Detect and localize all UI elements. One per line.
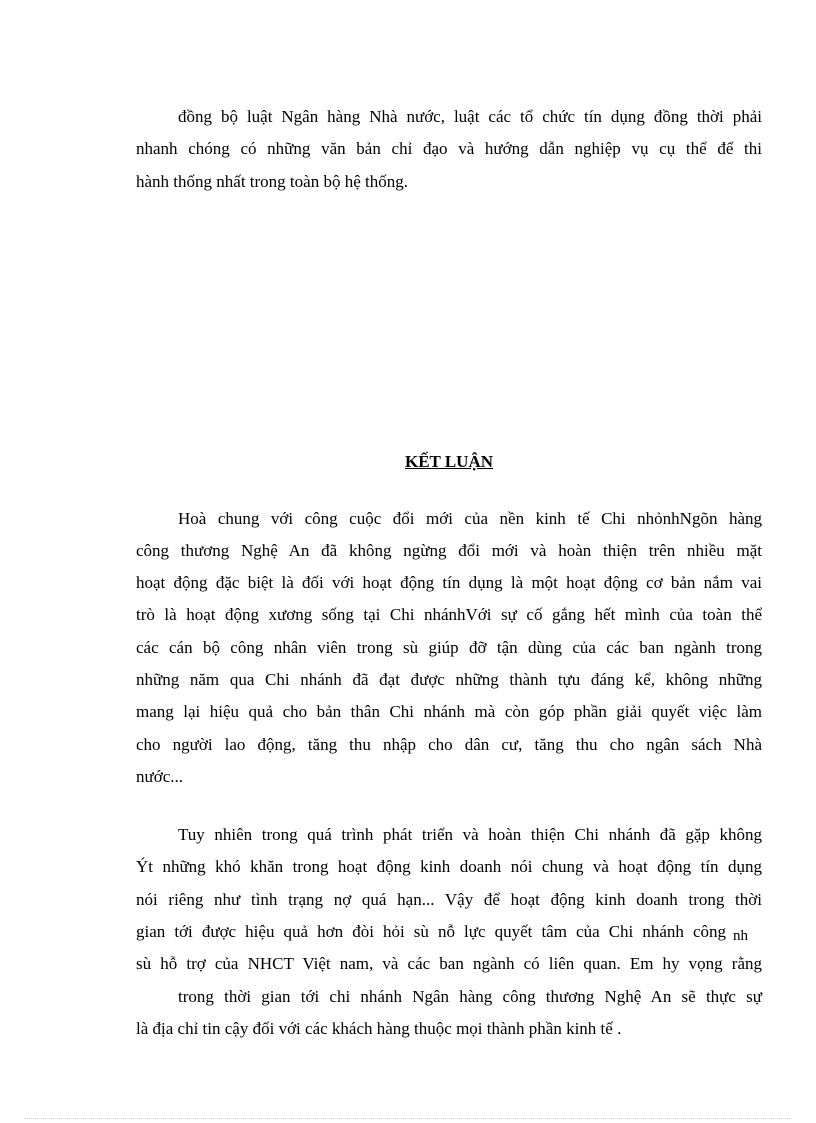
text-line: trò là hoạt động xương sống tại Chi nhánhVới sự cố gắng hết mình của toàn thể [136,605,762,624]
text-line: công thương Nghệ An đã không ngừng đổi mới và hoàn thiện trên nhiều mặt [136,541,762,560]
text-line: những năm qua Chi nhánh đã đạt được những thành tựu đáng kể, không những [136,670,762,689]
text-line: trong thời gian tới chi nhánh Ngân hàng công thương Nghệ An sẽ thực sự [178,987,762,1006]
text-line: Tuy nhiên trong quá trình phát triển và hoàn thiện Chi nhánh đã gặp không [178,825,762,844]
text-line: cho người lao động, tăng thu nhập cho dân cư, tăng thu cho ngân sách Nhà [136,735,762,754]
stray-text-fragment: nh [733,928,748,944]
text-line: Ýt những khó khăn trong hoạt động kinh doanh nói chung và hoạt động tín dụng [136,857,762,876]
text-line: nhanh chóng có những văn bản chỉ đạo và hướng dẫn nghiệp vụ cụ thể để thi [136,139,762,158]
page-bottom-divider [24,1118,792,1119]
text-line: đồng bộ luật Ngân hàng Nhà nước, luật các tổ chức tín dụng đồng thời phải [178,107,762,126]
text-line: Hoà chung với công cuộc đổi mới của nền kinh tế Chi nhỏnhNgõn hàng [178,509,762,528]
text-line: hoạt động đặc biệt là đối với hoạt động tín dụng là một hoạt động cơ bản nắm vai [136,573,762,592]
text-line: nói riêng như tình trạng nợ quá hạn... Vậy để hoạt động kinh doanh trong thời [136,890,762,909]
text-line: các cán bộ công nhân viên trong sù giúp đỡ tận dùng của các ban ngành trong [136,638,762,657]
text-line: gian tới được hiệu quả hơn đòi hỏi sù nỗ lực quyết tâm của Chi nhánh công [136,922,726,941]
text-line: sù hỗ trợ của NHCT Việt nam, và các ban ngành có liên quan. Em hy vọng rằng [136,954,762,973]
text-line: mang lại hiệu quả cho bản thân Chi nhánh mà còn góp phần giải quyết việc làm [136,702,762,721]
conclusion-title: KẾT LUẬN [404,452,493,471]
text-line: là địa chỉ tin cậy đối với các khách hàng thuộc mọi thành phần kinh tế . [136,1019,622,1038]
text-line: nước... [136,767,183,786]
text-line: hành thống nhất trong toàn bộ hệ thống. [136,172,408,191]
